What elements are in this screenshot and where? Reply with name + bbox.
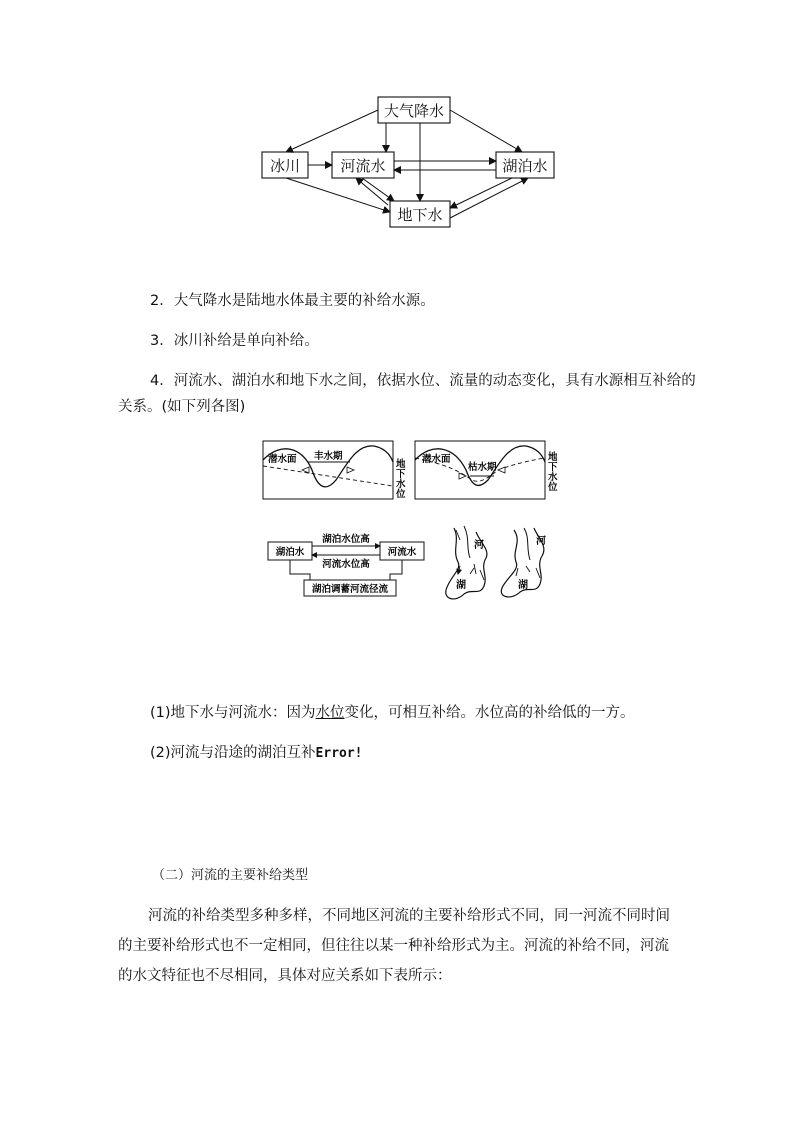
left-period-label: 丰水期	[314, 451, 343, 462]
node-lake-label: 湖泊水	[502, 157, 548, 175]
node-glacier-label: 冰川	[269, 157, 301, 175]
arrow-precip-to-lake	[450, 110, 522, 152]
lake-river-exchange-diagram	[266, 530, 430, 602]
section-2-heading: （二）河流的主要补给类型	[152, 868, 309, 883]
note-2	[150, 743, 363, 764]
arrow-groundwater-to-lake	[450, 178, 528, 218]
left-axis-char-4: 位	[396, 489, 406, 500]
note-2-error-field: Error!	[315, 746, 363, 761]
river-lake-map-sketches	[440, 520, 560, 610]
right-axis-char-4: 位	[548, 482, 558, 493]
item-2-text: 2．大气降水是陆地水体最主要的补给水源。	[150, 293, 435, 309]
right-axis-char-1: 地	[548, 452, 558, 463]
arrow-river-to-groundwater	[362, 178, 394, 201]
arrow-precip-to-glacier	[286, 110, 378, 152]
node-precipitation-label: 大气降水	[383, 102, 445, 120]
map2-river-label: 河	[536, 536, 546, 547]
map2-lake-label: 湖	[518, 580, 528, 591]
left-axis-char-2: 下	[396, 469, 406, 480]
note-1-prefix: (1)地下水与河流水：因为	[150, 705, 316, 721]
arrow-lake-to-groundwater	[450, 178, 512, 208]
map1-river-label: 河	[474, 540, 484, 551]
left-surface-label: 潜水面	[268, 454, 297, 465]
low-water-period-section	[414, 440, 564, 502]
water-supply-flow-diagram	[250, 88, 570, 233]
node-river-label: 河流水	[340, 157, 386, 175]
note-1-suffix: 变化，可相互补给。水位高的补给低的一方。	[344, 705, 635, 721]
item-3-text: 3．冰川补给是单向补给。	[150, 333, 319, 349]
lake-high-label: 湖泊水位高	[322, 534, 370, 545]
right-surface-label: 潜水面	[422, 454, 451, 465]
regulate-label: 湖泊调蓄河流径流	[311, 584, 389, 595]
arrow-groundwater-to-river	[356, 178, 388, 205]
river-high-label: 河流水位高	[322, 559, 370, 570]
node-groundwater-label: 地下水	[397, 206, 443, 224]
right-period-label: 枯水期	[468, 462, 497, 473]
item-4-line-2: 关系。(如下列各图)	[118, 399, 246, 415]
item-4-line-1: 4．河流水、湖泊水和地下水之间，依据水位、流量的动态变化，具有水源相互补给的	[150, 373, 696, 389]
river-label: 河流水	[387, 547, 417, 558]
left-axis-char-1: 地	[396, 459, 406, 470]
section-2-body: 河流的补给类型多种多样，不同地区河流的主要补给形式不同，同一河流不同时间的主要补给形式也不一定相同，但往往以某一种补给形式为主。河流的补给不同，河流的水文特征也不尽相同，具体对应关系如下表所示：	[118, 908, 670, 984]
arrow-glacier-to-groundwater	[286, 178, 390, 212]
left-axis-char-3: 水	[396, 479, 406, 490]
map1-lake-label: 湖	[456, 580, 466, 591]
right-axis-char-3: 水	[548, 472, 558, 483]
right-axis-char-2: 下	[548, 462, 558, 473]
high-water-period-section	[262, 440, 412, 502]
note-2-prefix: (2)河流与沿途的湖泊互补	[150, 745, 316, 761]
lake-label: 湖泊水	[275, 547, 305, 558]
note-1-underlined-word: 水位	[315, 705, 345, 721]
note-1	[150, 703, 635, 723]
